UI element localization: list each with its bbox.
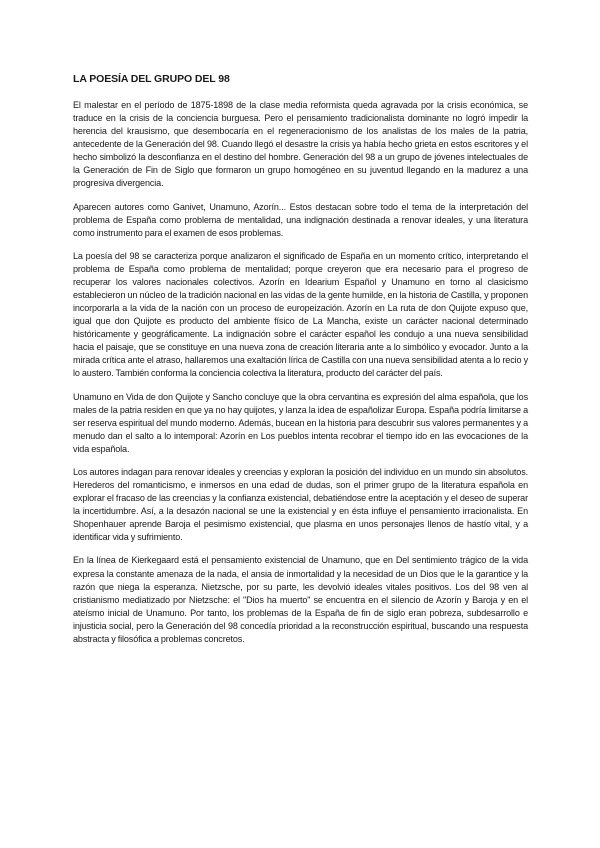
paragraph-spain-problem: La poesía del 98 se caracteriza porque analizaron el significado de España en un momento crítico, interpretando el problema de España como problema de mentalidad; porque creyeron que era necesario para el progreso de recuperar los valores nacionales colectivos. Azorín en Idearium Español y Unamuno en torno al clasicismo establecieron un núcleo de la tradición nacional en las vidas de la gente humilde, en la historia de Castilla, y proponen incorporarla a la vida de la nación con un proceso de europeización. Azorín en La ruta de don Quijote expuso que, igual que don Quijote es producto del ambiente físico de La Mancha, existe un carácter nacional determinado históricamente y geográficamente. La indignación sobre el carácter español les condujo a una nueva sensibilidad hacia el paisaje, que se constituye en una nueva zona de creación literaria ante a lo simbólico y evocador. Junto a la mirada crítica ante el atraso, hallaremos una exaltación lírica de Castilla con una nueva sensibilidad atenta a lo recio y lo austero. También conforma la conciencia colectiva la literatura, producto del carácter del país. bbox=[73, 250, 528, 379]
paragraph-kierkegaard-nietzsche: En la línea de Kierkegaard está el pensamiento existencial de Unamuno, que en Del sentimiento trágico de la vida expresa la constante amenaza de la nada, el ansia de inmortalidad y la necesidad de un Dios que le la garantice y la razón que niega la esperanza. Nietzsche, por su parte, les devolvió ideales vitales positivos. Los del 98 ven al cristianismo mediatizado por Nietzsche: el "Dios ha muerto" se encuentra en el silencio de Azorín y Baroja y en el ateísmo inicial de Unamuno. Por tanto, los problemas de la España de fin de siglo eran pobreza, subdesarrollo e injusticia social, pero la Generación del 98 concedía prioridad a la reconstrucción espiritual, buscando una respuesta abstracta y filosófica a problemas concretos. bbox=[73, 555, 528, 644]
paragraph-authors: Aparecen autores como Ganivet, Unamuno, Azorín... Estos destacan sobre todo el tema de la interpretación del problema de España como problema de mentalidad, una indignación destinada a renovar ideales, y una literatura como instrumento para el examen de esos problemas. bbox=[73, 201, 528, 238]
document-page bbox=[73, 72, 528, 656]
paragraph-context: El malestar en el período de 1875-1898 de la clase media reformista queda agravada por la crisis económica, se traduce en la crisis de la conciencia burguesa. Pero el pensamiento tradicionalista dominante no logró impedir la herencia del krausismo, que desembocaría en el regeneracionismo de los analistas de los males de la patria, antecedente de la Generación del 98. Cuando llegó el desastre la crisis ya había hecho grieta en estos escritores y el hecho simbolizó la desconfianza en el destino del hombre. Generación del 98 a un grupo de jóvenes intelectuales de la Generación de Fin de Siglo que formaron un grupo homogéneo en su juventud llegando en la madurez a una progresiva divergencia. bbox=[73, 100, 528, 189]
document-title: LA POESÍA DEL GRUPO DEL 98 bbox=[73, 73, 230, 85]
paragraph-unamuno-quijote: Unamuno en Vida de don Quijote y Sancho concluye que la obra cervantina es expresión del alma española, que los males de la patria residen en que ya no hay quijotes, y lanza la idea de españolizar Europa. España podría limitarse a ser reserva espiritual del mundo moderno. Además, bucean en la historia para descubrir sus valores permanentes y a menudo dan el salto a lo intemporal: Azorín en Los pueblos intenta recobrar el tiempo ido en las evocaciones de la vida española. bbox=[73, 391, 528, 454]
paragraph-existential: Los autores indagan para renovar ideales y creencias y exploran la posición del individuo en un mundo sin absolutos. Herederos del romanticismo, e inmersos en una edad de dudas, son el primer grupo de la literatura española en explorar el fracaso de las creencias y la confianza existencial, debatiéndose entre la aceptación y el deseo de superar la incertidumbre. Así, a la desazón nacional se une la existencial y en ésta influye el pensamiento irracionalista. En Shopenhauer aprende Baroja el pesimismo existencial, que plasma en unos personajes llenos de hastío vital, y a identificar vida y sufrimiento. bbox=[73, 466, 528, 543]
